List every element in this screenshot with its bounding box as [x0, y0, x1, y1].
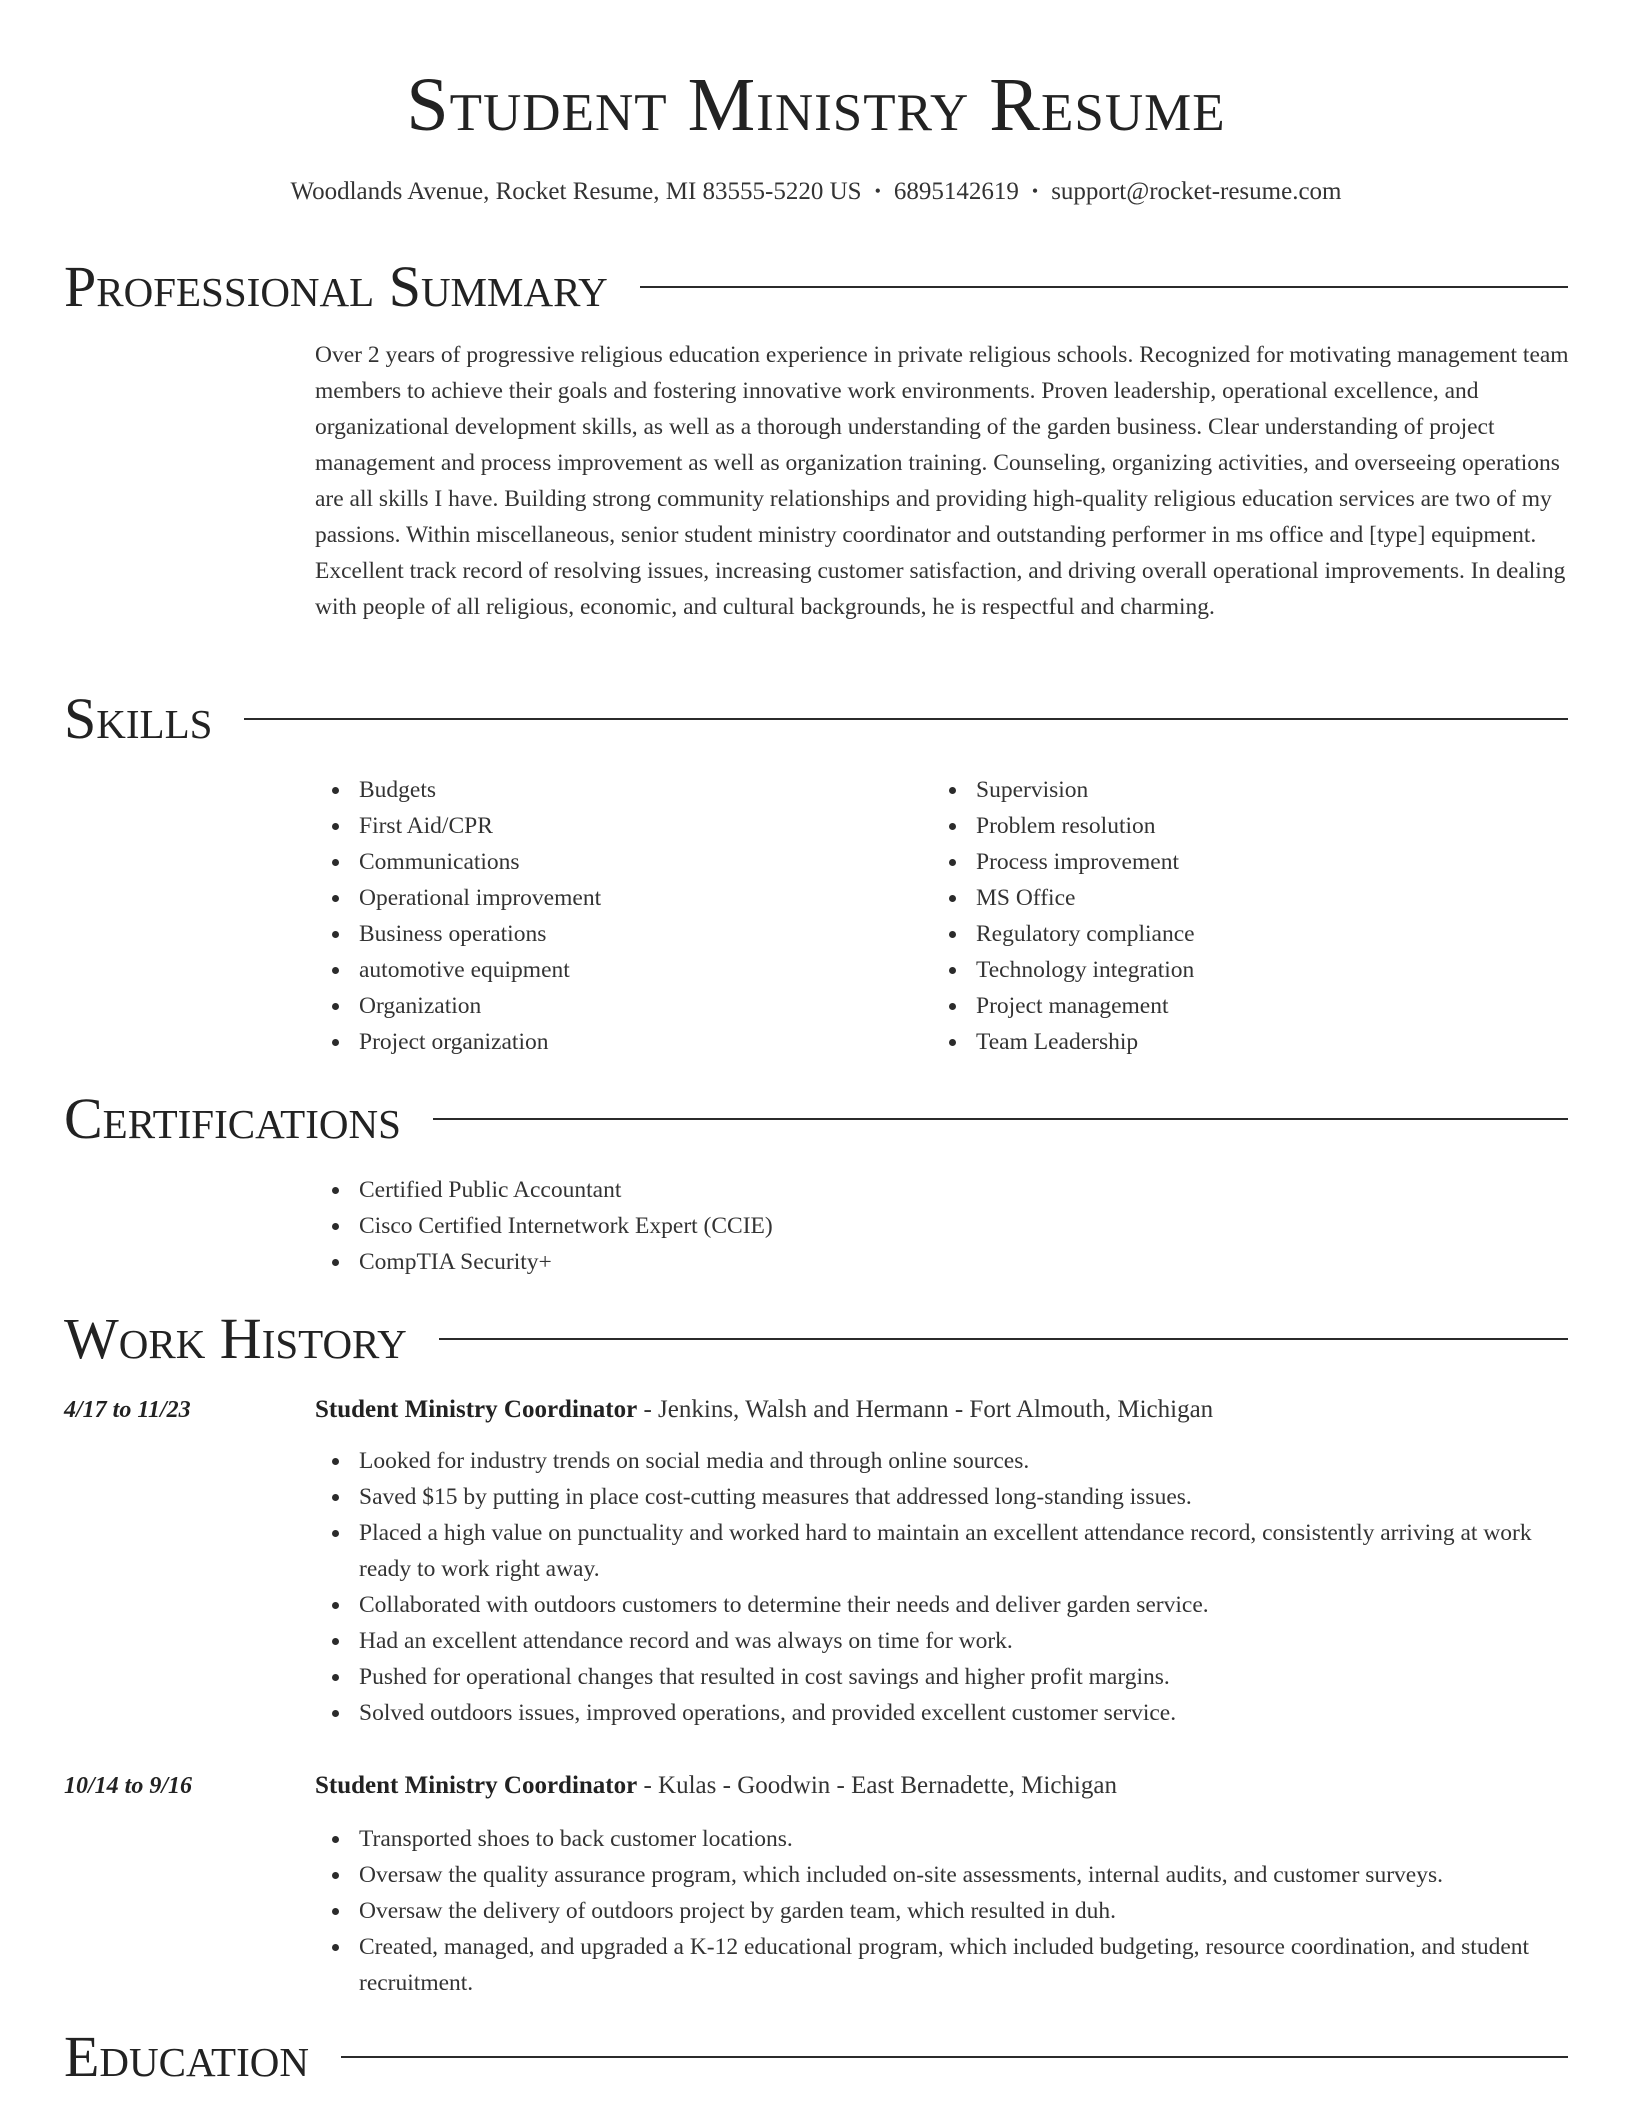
job-bullet-list [315, 1443, 1575, 1731]
job-title: Student Ministry Coordinator [315, 1396, 638, 1423]
contact-line [0, 174, 1632, 209]
job-bullet: Collaborated with outdoors customers to determine their needs and deliver garden service. [315, 1587, 1575, 1623]
section-divider [439, 1338, 1568, 1340]
job-bullet: Transported shoes to back customer locations. [315, 1821, 1575, 1857]
job-bullet-list [315, 1821, 1575, 2001]
skill-item: Communications [315, 844, 915, 880]
contact-email: support@rocket-resume.com [1051, 178, 1342, 205]
contact-separator: • [1031, 181, 1039, 201]
certification-item: Cisco Certified Internetwork Expert (CCIE) [315, 1208, 1215, 1244]
skill-item: Project management [932, 988, 1532, 1024]
section-divider [341, 2056, 1568, 2058]
job-bullet: Saved $15 by putting in place cost-cutting measures that addressed long-standing issues. [315, 1479, 1575, 1515]
certification-item: Certified Public Accountant [315, 1172, 1215, 1208]
section-heading: Certifications [64, 1086, 401, 1151]
skill-item: Budgets [315, 772, 915, 808]
job-bullet: Pushed for operational changes that resulted in cost savings and higher profit margins. [315, 1659, 1575, 1695]
section-skills [64, 686, 1568, 752]
section-professional-summary [64, 254, 1568, 320]
job-dates: 10/14 to 9/16 [64, 1773, 193, 1799]
job-dates: 4/17 to 11/23 [64, 1397, 191, 1423]
section-divider [433, 1118, 1568, 1120]
job-bullet: Solved outdoors issues, improved operations, and provided excellent customer service. [315, 1695, 1575, 1731]
section-heading: Skills [64, 686, 213, 751]
skill-item: First Aid/CPR [315, 808, 915, 844]
job-bullet: Placed a high value on punctuality and worked hard to maintain an excellent attendance record, consistently arriving at work ready to work right away. [315, 1515, 1575, 1587]
skill-item: Supervision [932, 772, 1532, 808]
job-bullet: Oversaw the delivery of outdoors project by garden team, which resulted in duh. [315, 1893, 1575, 1929]
job-bullet: Created, managed, and upgraded a K-12 educational program, which included budgeting, resource coordination, and student recruitment. [315, 1929, 1575, 2001]
skill-item: Process improvement [932, 844, 1532, 880]
section-education [64, 2024, 1568, 2090]
section-work-history [64, 1306, 1568, 1372]
section-heading: Professional Summary [64, 254, 608, 319]
skill-item: Operational improvement [315, 880, 915, 916]
job-heading [315, 1768, 1575, 1804]
skill-item: Team Leadership [932, 1024, 1532, 1060]
section-heading: Education [64, 2024, 309, 2089]
job-bullet: Had an excellent attendance record and was always on time for work. [315, 1623, 1575, 1659]
job-title: Student Ministry Coordinator [315, 1772, 638, 1799]
skill-item: Project organization [315, 1024, 915, 1060]
contact-phone: 6895142619 [893, 178, 1019, 205]
skill-item: Technology integration [932, 952, 1532, 988]
certifications-list [315, 1172, 1215, 1280]
job-employer: - Jenkins, Walsh and Hermann - Fort Almouth, Michigan [637, 1396, 1214, 1423]
summary-text: Over 2 years of progressive religious education experience in private religious schools. Recognized for motivating management team members to achieve their goals and fostering innovative work environments. Proven leadership, operational excellence, and organizational development skills, as well as a thorough understanding of the garden business. Clear understanding of project management and process improvement as well as organization training. Counseling, organizing activities, and overseeing operations are all skills I have. Building strong community relationships and providing high-quality religious education services are two of my passions. Within miscellaneous, senior student ministry coordinator and outstanding performer in ms office and [type] equipment. Excellent track record of resolving issues, increasing customer satisfaction, and driving overall operational improvements. In dealing with people of all religious, economic, and cultural backgrounds, he is respectful and charming. [315, 342, 1569, 620]
job-bullet: Looked for industry trends on social media and through online sources. [315, 1443, 1575, 1479]
skills-list-left [315, 772, 915, 1060]
contact-address: Woodlands Avenue, Rocket Resume, MI 83555-5220 US [290, 178, 862, 205]
skill-item: Organization [315, 988, 915, 1024]
skills-list-right [932, 772, 1532, 1060]
resume-title: Student Ministry Resume [406, 63, 1226, 147]
section-divider [244, 718, 1568, 720]
certification-item: CompTIA Security+ [315, 1244, 1215, 1280]
skill-item: Problem resolution [932, 808, 1532, 844]
job-bullet: Oversaw the quality assurance program, which included on-site assessments, internal audits, and customer surveys. [315, 1857, 1575, 1893]
skill-item: Business operations [315, 916, 915, 952]
contact-separator: • [874, 181, 881, 201]
job-heading [315, 1392, 1575, 1428]
skill-item: automotive equipment [315, 952, 915, 988]
skill-item: MS Office [932, 880, 1532, 916]
section-divider [640, 286, 1568, 288]
job-employer: - Kulas - Goodwin - East Bernadette, Michigan [637, 1772, 1117, 1799]
section-heading: Work History [64, 1306, 407, 1371]
section-certifications [64, 1086, 1568, 1152]
skill-item: Regulatory compliance [932, 916, 1532, 952]
